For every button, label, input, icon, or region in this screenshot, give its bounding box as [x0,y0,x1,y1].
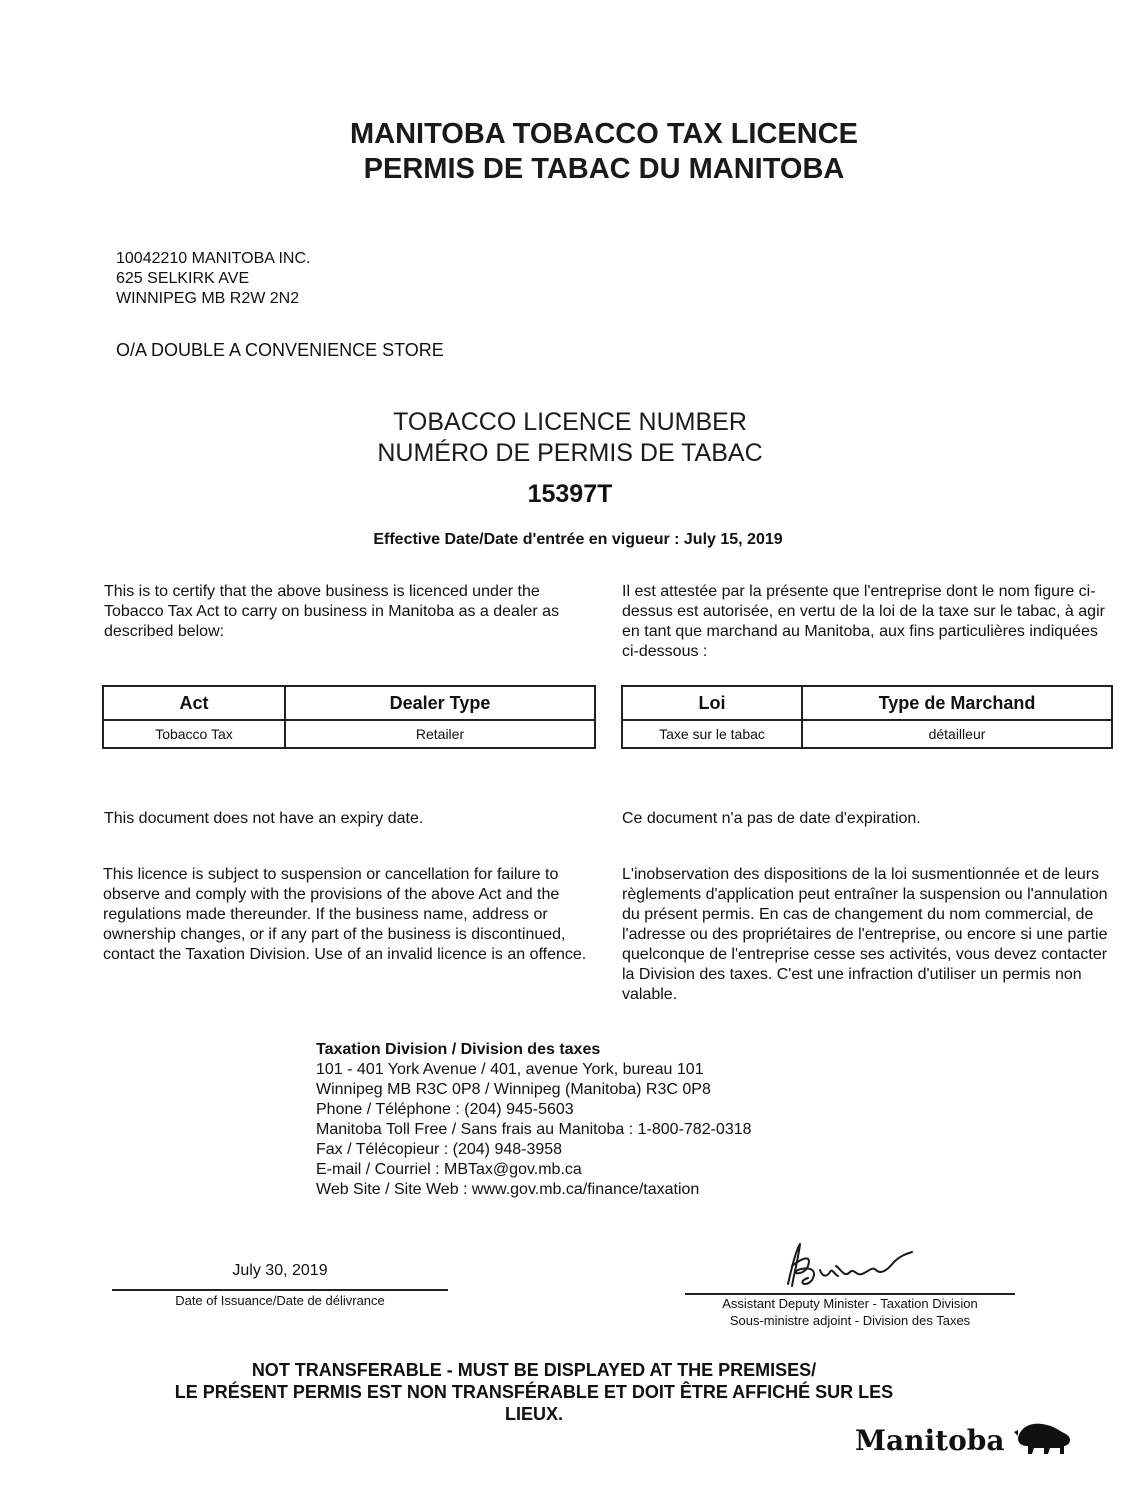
table-fr-cell-type: détailleur [802,720,1112,748]
conditions-en: This licence is subject to suspension or cancellation for failure to observe and comply with the provisions of the above Act and the regulations made thereunder. If the business name, address or ownership changes, or if any part of the business is discontinued, contact the Taxation Division. Use of an invalid licence is an offence. [103,866,587,963]
business-name: 10042210 MANITOBA INC. [116,250,311,267]
table-fr-cell-loi: Taxe sur le tabac [622,720,802,748]
title-fr: PERMIS DE TABAC DU MANITOBA [363,153,845,185]
notice-line-3: LIEUX. [504,1404,563,1424]
licence-number: 15397T [527,480,613,508]
effective-date: Effective Date/Date d'entrée en vigueur : July 15, 2019 [373,531,783,548]
table-en-header-dealer-type: Dealer Type [285,686,595,720]
contact-block [316,1040,752,1200]
table-en-cell-act: Tobacco Tax [103,720,285,748]
contact-toll-free: Manitoba Toll Free / Sans frais au Manitoba : 1-800-782-0318 [316,1121,752,1138]
conditions-fr: L'inobservation des dispositions de la loi susmentionnée et de leurs règlements d'application peut entraîner la suspension ou l'annulation du présent permis. En cas de changement du nom commercial, de l'adresse ou des propriétaires de l'entreprise, ou encore si une partie quelconque de l'entreprise cesse ses activités, vous devez contacter la Division des taxes. C'est une infraction d'utiliser un permis non valable. [622,866,1108,1003]
operating-as: O/A DOUBLE A CONVENIENCE STORE [116,340,444,360]
logo-text: Manitoba [855,1424,1005,1457]
contact-phone: Phone / Téléphone : (204) 945-5603 [316,1101,574,1118]
certify-en: This is to certify that the above business is licenced under the Tobacco Tax Act to carry on business in Manitoba as a dealer as described below: [104,583,560,640]
issuance-label: Date of Issuance/Date de délivrance [175,1293,385,1308]
issuance-line [112,1289,448,1291]
expiry-en: This document does not have an expiry date. [104,810,424,827]
notice-line-1: NOT TRANSFERABLE - MUST BE DISPLAYED AT THE PREMISES/ [251,1360,817,1380]
contact-address-2: Winnipeg MB R3C 0P8 / Winnipeg (Manitoba) R3C 0P8 [316,1081,711,1098]
signatory-title-en: Assistant Deputy Minister - Taxation Division [722,1296,978,1311]
contact-division: Taxation Division / Division des taxes [316,1041,601,1058]
table-en-header-act: Act [103,686,285,720]
issuance-date: July 30, 2019 [232,1262,328,1279]
table-fr-header-type: Type de Marchand [802,686,1112,720]
expiry-fr: Ce document n'a pas de date d'expiration. [622,810,921,827]
table-fr-header-loi: Loi [622,686,802,720]
licence-heading-fr: NUMÉRO DE PERMIS DE TABAC [377,439,763,467]
contact-website: Web Site / Site Web : www.gov.mb.ca/finance/taxation [316,1181,700,1198]
signature-image [778,1236,918,1292]
table-en-cell-dealer-type: Retailer [285,720,595,748]
licence-heading-en: TOBACCO LICENCE NUMBER [393,408,747,436]
manitoba-logo [855,1420,1074,1457]
title-en: MANITOBA TOBACCO TAX LICENCE [349,118,859,150]
contact-address-1: 101 - 401 York Avenue / 401, avenue York, bureau 101 [316,1061,704,1078]
licence-table-fr [621,685,1113,749]
business-street: 625 SELKIRK AVE [116,270,250,287]
licence-table-en [102,685,596,749]
business-city: WINNIPEG MB R2W 2N2 [116,290,300,307]
certify-fr: Il est attestée par la présente que l'entreprise dont le nom figure ci-dessus est autorisée, en vertu de la loi de la taxe sur le tabac, à agir en tant que marchand au Manitoba, aux fins particulières indiquées ci-dessous : [622,583,1105,660]
contact-fax: Fax / Télécopieur : (204) 948-3958 [316,1141,563,1158]
signatory-title-fr: Sous-ministre adjoint - Division des Taxes [729,1313,971,1328]
contact-email: E-mail / Courriel : MBTax@gov.mb.ca [316,1161,582,1178]
notice-line-2: LE PRÉSENT PERMIS EST NON TRANSFÉRABLE ET DOIT ÊTRE AFFICHÉ SUR LES [174,1382,894,1402]
bison-icon [1014,1420,1074,1456]
signature-line [685,1293,1015,1295]
